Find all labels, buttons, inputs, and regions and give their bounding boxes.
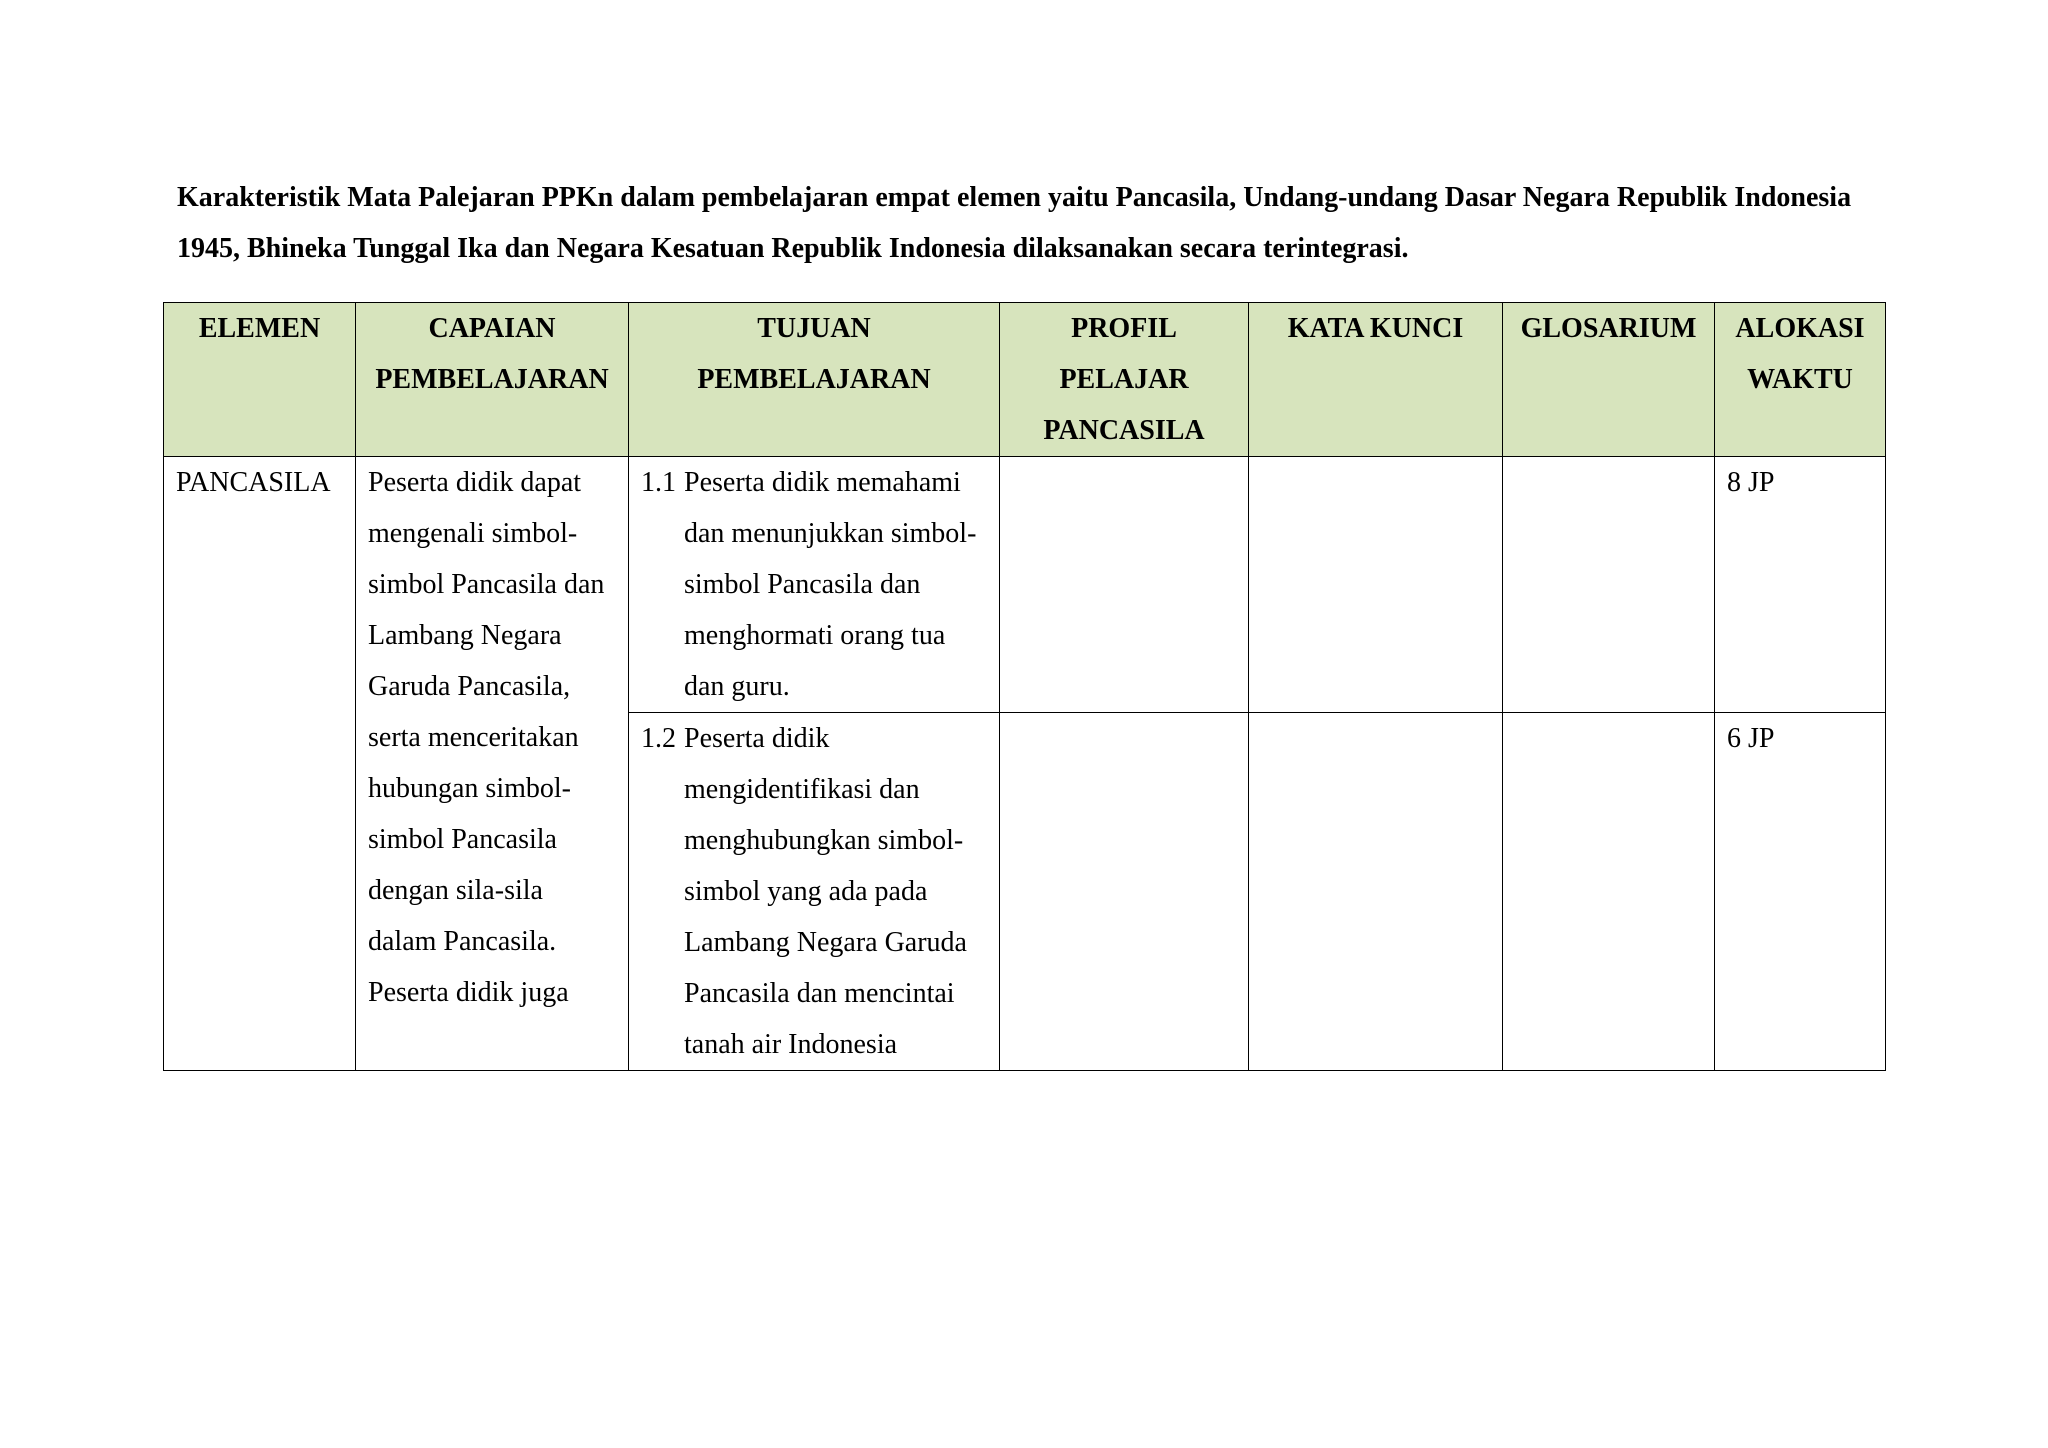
cell-tujuan <box>629 457 1000 713</box>
learning-plan-table <box>163 302 1886 1071</box>
objective-text: Peserta didik memahami dan menunjukkan simbol-simbol Pancasila dan menghormati orang tua dan guru. <box>684 467 977 702</box>
header-tujuan: TUJUAN PEMBELAJARAN <box>629 303 1000 457</box>
cell-elemen: PANCASILA <box>164 457 356 1071</box>
cell-capaian: Peserta didik dapat mengenali simbol-simbol Pancasila dan Lambang Negara Garuda Pancasila, serta menceritakan hubungan simbol-simbol Pancasila dengan sila-sila dalam Pancasila. Peserta didik juga <box>356 457 629 1071</box>
objective-text: Peserta didik mengidentifikasi dan menghubungkan simbol-simbol yang ada pada Lambang Negara Garuda Pancasila dan mencintai tanah air Indonesia <box>684 723 967 1060</box>
header-elemen: ELEMEN <box>164 303 356 457</box>
header-alokasi: ALOKASI WAKTU <box>1715 303 1886 457</box>
header-profil: PROFIL PELAJAR PANCASILA <box>1000 303 1249 457</box>
intro-paragraph: Karakteristik Mata Palejaran PPKn dalam pembelajaran empat elemen yaitu Pancasila, Undang-undang Dasar Negara Republik Indonesia 1945, Bhineka Tunggal Ika dan Negara Kesatuan Republik Indonesia dilaksanakan secara terintegrasi. <box>177 182 1852 264</box>
objective-number: 1.1 <box>641 467 676 498</box>
cell-glosarium <box>1503 713 1715 1071</box>
cell-alokasi: 8 JP <box>1715 457 1886 713</box>
cell-kata-kunci <box>1249 457 1503 713</box>
cell-profil <box>1000 457 1249 713</box>
cell-profil <box>1000 713 1249 1071</box>
table-header-row <box>164 303 1886 457</box>
header-kata-kunci: KATA KUNCI <box>1249 303 1503 457</box>
header-glosarium: GLOSARIUM <box>1503 303 1715 457</box>
header-capaian: CAPAIAN PEMBELAJARAN <box>356 303 629 457</box>
objective-number: 1.2 <box>641 723 676 754</box>
cell-glosarium <box>1503 457 1715 713</box>
table-row <box>164 457 1886 713</box>
cell-tujuan <box>629 713 1000 1071</box>
cell-kata-kunci <box>1249 713 1503 1071</box>
cell-alokasi: 6 JP <box>1715 713 1886 1071</box>
